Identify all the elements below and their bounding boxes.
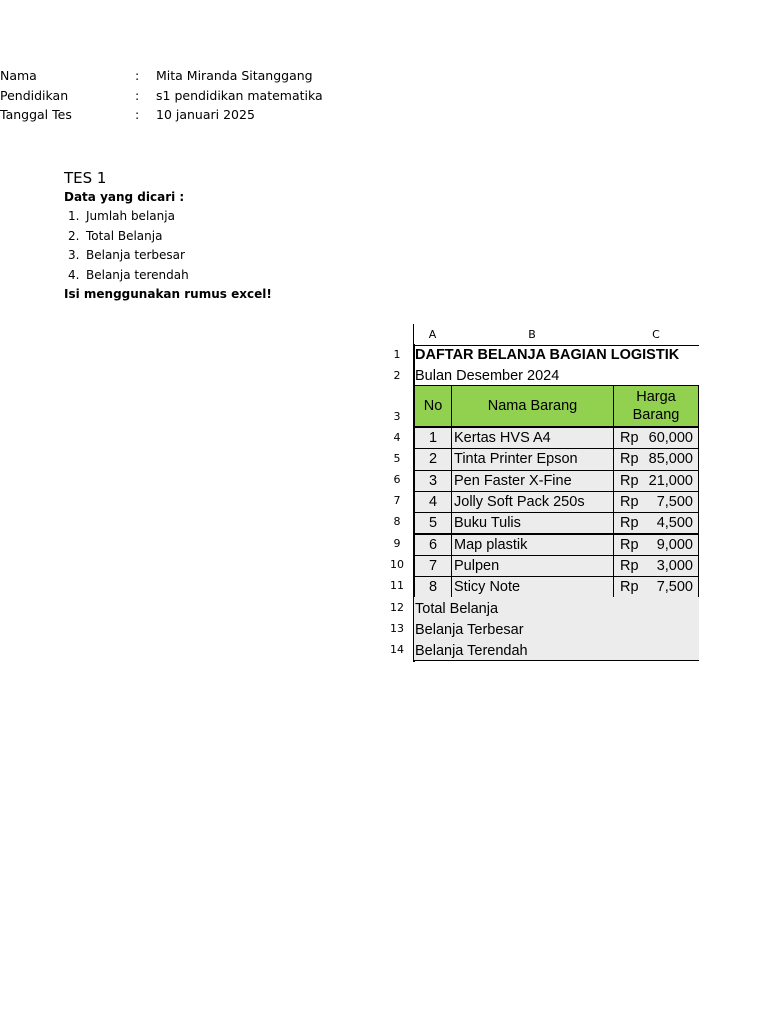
currency-label: Rp	[620, 430, 639, 446]
info-colon: :	[135, 87, 140, 103]
price-value: 3,000	[656, 557, 693, 574]
list-number: 3.	[68, 248, 80, 262]
cell-nama-barang[interactable]: Jolly Soft Pack 250s	[451, 491, 614, 513]
cell-harga-barang[interactable]	[613, 448, 699, 470]
row-number[interactable]: 10	[390, 558, 404, 571]
cell-harga-barang[interactable]	[613, 470, 699, 492]
row-number[interactable]: 3	[393, 410, 401, 423]
cell-harga-barang[interactable]	[613, 427, 699, 449]
row-number[interactable]: 12	[390, 601, 404, 614]
currency-label: Rp	[620, 557, 639, 574]
list-number: 1.	[68, 209, 80, 223]
cell-no[interactable]: 7	[414, 555, 452, 577]
row-number[interactable]: 4	[393, 431, 401, 444]
info-label: Pendidikan	[0, 87, 69, 103]
cell-nama-barang[interactable]: Kertas HVS A4	[451, 427, 614, 449]
row-number[interactable]: 6	[393, 473, 401, 486]
summary-belanja-terendah[interactable]: Belanja Terendah	[415, 643, 528, 659]
info-value-education: s1 pendidikan matematika	[156, 87, 323, 103]
cell-no[interactable]: 8	[414, 576, 452, 598]
row-number[interactable]: 5	[393, 452, 401, 465]
column-header-a[interactable]: A	[428, 328, 437, 341]
row-number[interactable]: 7	[393, 494, 401, 507]
price-value: 21,000	[648, 472, 693, 489]
price-value: 60,000	[648, 430, 693, 446]
currency-label: Rp	[620, 579, 639, 596]
currency-label: Rp	[620, 472, 639, 489]
row-number[interactable]: 8	[393, 515, 401, 528]
cell-no[interactable]: 1	[414, 427, 452, 449]
row-number[interactable]: 13	[390, 622, 404, 635]
summary-total-belanja[interactable]: Total Belanja	[415, 601, 499, 617]
row-number[interactable]: 9	[393, 537, 401, 550]
info-colon: :	[135, 107, 140, 122]
price-value: 7,500	[656, 493, 693, 510]
currency-label: Rp	[620, 451, 639, 468]
cell-nama-barang[interactable]: Map plastik	[451, 534, 614, 556]
cell-harga-barang[interactable]	[613, 491, 699, 513]
price-value: 7,500	[656, 579, 693, 596]
cell-harga-barang[interactable]	[613, 534, 699, 556]
test-title: TES 1	[64, 169, 107, 187]
header-nama-barang[interactable]: Nama Barang	[451, 385, 614, 427]
cell-no[interactable]: 5	[414, 512, 452, 534]
price-value: 4,500	[656, 515, 693, 532]
info-value-test-date: 10 januari 2025	[156, 107, 255, 122]
column-header-b[interactable]: B	[528, 328, 536, 341]
sheet-subtitle[interactable]: Bulan Desember 2024	[415, 368, 560, 384]
header-harga-line2: Barang	[632, 407, 680, 423]
list-text: Belanja terendah	[86, 267, 189, 282]
cell-nama-barang[interactable]: Pen Faster X-Fine	[451, 470, 614, 492]
currency-label: Rp	[620, 515, 639, 532]
row-number[interactable]: 2	[393, 369, 401, 382]
row-number[interactable]: 14	[390, 643, 404, 656]
cell-nama-barang[interactable]: Tinta Printer Epson	[451, 448, 614, 470]
header-harga-barang[interactable]	[613, 385, 699, 427]
info-label: Tanggal Tes	[0, 107, 72, 122]
price-value: 9,000	[656, 536, 693, 553]
instruction-note: Isi menggunakan rumus excel!	[64, 287, 272, 301]
info-value-name: Mita Miranda Sitanggang	[156, 68, 313, 83]
list-text: Belanja terbesar	[86, 248, 185, 262]
data-heading: Data yang dicari :	[64, 190, 185, 204]
price-value: 85,000	[648, 451, 693, 468]
row-number[interactable]: 1	[393, 348, 401, 361]
cell-no[interactable]: 3	[414, 470, 452, 492]
cell-no[interactable]: 2	[414, 448, 452, 470]
cell-harga-barang[interactable]	[613, 512, 699, 534]
row-number[interactable]: 11	[390, 579, 404, 592]
cell-no[interactable]: 4	[414, 491, 452, 513]
summary-belanja-terbesar[interactable]: Belanja Terbesar	[415, 622, 524, 638]
info-colon: :	[135, 68, 140, 83]
cell-nama-barang[interactable]: Buku Tulis	[451, 512, 614, 534]
list-text: Total Belanja	[86, 228, 163, 243]
header-no[interactable]: No	[414, 385, 452, 427]
list-number: 2.	[68, 228, 80, 243]
column-header-c[interactable]: C	[652, 328, 660, 341]
cell-harga-barang[interactable]	[613, 576, 699, 598]
list-number: 4.	[68, 267, 80, 282]
sheet-title[interactable]: DAFTAR BELANJA BAGIAN LOGISTIK	[415, 345, 699, 366]
currency-label: Rp	[620, 536, 639, 553]
cell-nama-barang[interactable]: Pulpen	[451, 555, 614, 577]
info-label: Nama	[0, 68, 37, 83]
cell-harga-barang[interactable]	[613, 555, 699, 577]
header-harga-line1: Harga	[636, 389, 676, 405]
cell-no[interactable]: 6	[414, 534, 452, 556]
list-text: Jumlah belanja	[86, 209, 175, 223]
currency-label: Rp	[620, 493, 639, 510]
cell-nama-barang[interactable]: Sticy Note	[451, 576, 614, 598]
